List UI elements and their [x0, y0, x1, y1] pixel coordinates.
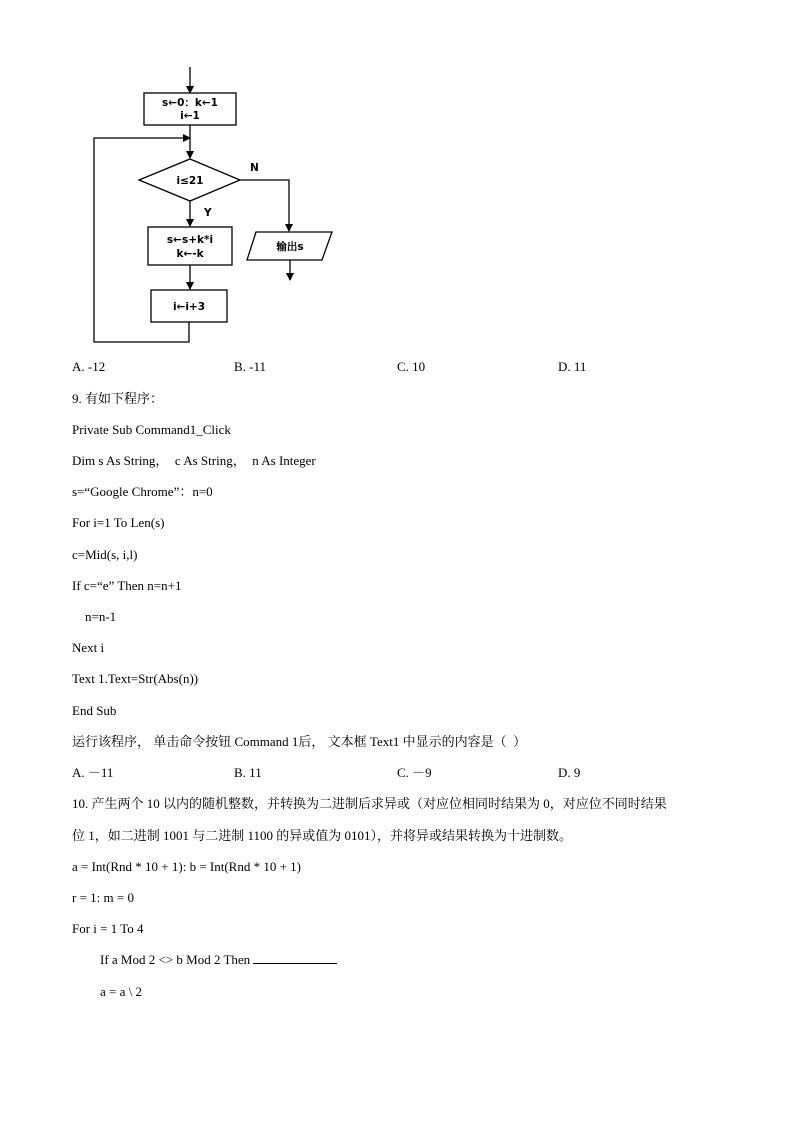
- q8-option-a: A. -12: [72, 359, 106, 374]
- q9-code-line: s=“Google Chrome”：n=0: [72, 484, 213, 499]
- q9-code-line: c=Mid(s, i,l): [72, 547, 138, 562]
- q9-question: 运行该程序， 单击命令按钮 Command 1后， 文本框 Text1 中显示的内容是（ ）: [72, 734, 527, 749]
- no-label: N: [250, 162, 259, 174]
- init-box-line2: i←1: [180, 110, 200, 122]
- q9-code-line: For i=1 To Len(s): [72, 515, 165, 530]
- q10-text-line1: 10. 产生两个 10 以内的随机整数，并转换为二进制后求异或（对应位相同时结果为 0，对应位不同时结果: [72, 796, 667, 811]
- q9-code-line: Text 1.Text=Str(Abs(n)): [72, 671, 199, 686]
- q8-option-d: D. 11: [558, 359, 587, 374]
- q9-option-b: B. 11: [234, 765, 262, 780]
- flowchart: [0, 0, 400, 350]
- q9-code-line: End Sub: [72, 703, 117, 718]
- output-text: 输出s: [276, 241, 304, 253]
- q8-option-b: B. -11: [234, 359, 267, 374]
- q10-code-line: For i = 1 To 4: [72, 921, 144, 936]
- q9-title: 9. 有如下程序：: [72, 391, 164, 406]
- answer-blank[interactable]: [253, 951, 337, 964]
- q10-if-text: If a Mod 2 <> b Mod 2 Then: [100, 952, 254, 967]
- inc-box-text: i←i+3: [172, 301, 206, 313]
- condition-text: i≤21: [176, 175, 204, 187]
- q9-code-line: Private Sub Command1_Click: [72, 422, 231, 437]
- q10-last-line: a = a \ 2: [100, 984, 142, 999]
- yes-label: Y: [204, 207, 212, 219]
- q9-option-d: D. 9: [558, 765, 581, 780]
- q9-code-line: Next i: [72, 640, 105, 655]
- q9-code-line: Dim s As String， c As String， n As Integer: [72, 453, 316, 468]
- q10-code-line: r = 1: m = 0: [72, 890, 134, 905]
- q10-code-line: a = Int(Rnd * 10 + 1): b = Int(Rnd * 10 + 1): [72, 859, 301, 874]
- q9-code-line: If c=“e” Then n=n+1: [72, 578, 182, 593]
- q9-code-line: n=n-1: [72, 609, 117, 624]
- q9-option-a: A. －11: [72, 765, 114, 780]
- no-branch-line: [240, 180, 289, 231]
- init-box-line1: s←0：k←1: [162, 97, 218, 109]
- q9-option-c: C. －9: [397, 765, 432, 780]
- q10-text-line2: 位 1，如二进制 1001 与二进制 1100 的异或值为 0101），并将异或结果转换为十进制数。: [72, 828, 573, 843]
- body-box-line1: s←s+k*i: [166, 234, 214, 246]
- body-box-line2: k←-k: [176, 248, 204, 260]
- q10-if-line: [100, 951, 337, 969]
- q8-option-c: C. 10: [397, 359, 426, 374]
